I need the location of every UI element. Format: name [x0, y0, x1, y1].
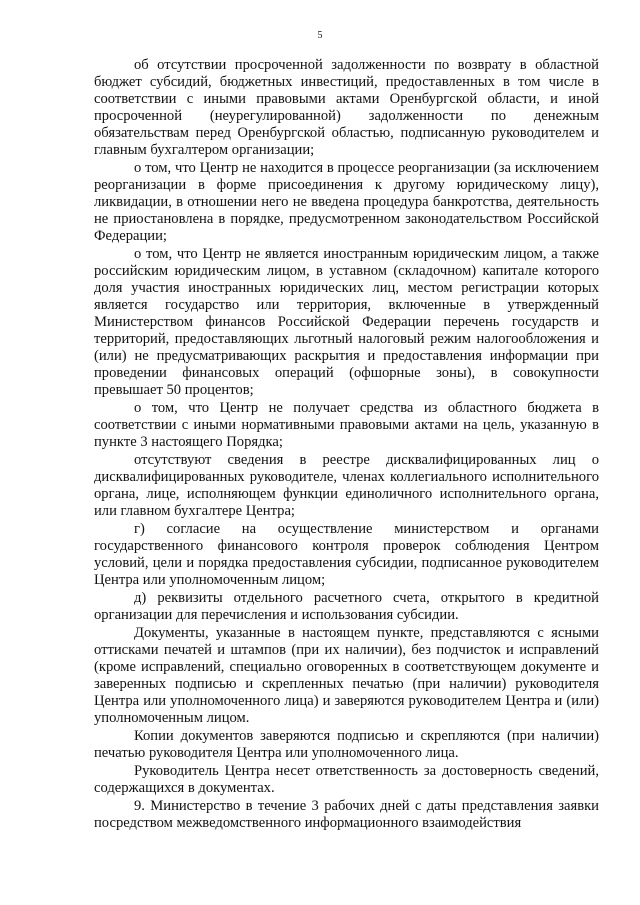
paragraph-not-foreign-entity: о том, что Центр не является иностранным юридическим лицом, а также российским юридическим лицом, в уставном (складочном) капитале которого доля участия иностранных юридических лиц, местом регистрации которых является государство или территория, включенные в утвержденный Министерством финансов Российской Федерации перечень государств и территорий, предоставляющих льготный налоговый режим налогообложения и (или) не предусматривающих раскрытия и предоставления информации при проведении финансовых операций (офшорные зоны), в совокупности превышает 50 процентов;: [94, 246, 599, 398]
paragraph-no-disqualified-persons: отсутствуют сведения в реестре дисквалифицированных лиц о дисквалифицированных руководителе, членах коллегиального исполнительного органа, лице, исполняющем функции единоличного исполнительного органа, или главном бухгалтере Центра;: [94, 452, 599, 519]
page-number: 5: [317, 30, 323, 41]
paragraph-consent-to-inspection: г) согласие на осуществление министерством и органами государственного финансового контроля проверок соблюдения Центром условий, цели и порядка предоставления субсидии, подписанное руководителем Центра или уполномоченным лицом;: [94, 521, 599, 588]
document-body: [94, 57, 599, 832]
paragraph-no-overdue-debt: об отсутствии просроченной задолженности по возврату в областной бюджет субсидий, бюджетных инвестиций, предоставленных в том числе в соответствии с иными правовыми актами Оренбургской области, и иной просроченной (неурегулированной) задолженности по денежным обязательствам перед Оренбургской областью, подписанную руководителем и главным бухгалтером организации;: [94, 57, 599, 158]
paragraph-no-other-funds: о том, что Центр не получает средства из областного бюджета в соответствии с иными нормативными правовыми актами на цель, указанную в пункте 3 настоящего Порядка;: [94, 400, 599, 450]
paragraph-bank-details: д) реквизиты отдельного расчетного счета, открытого в кредитной организации для перечисления и использования субсидии.: [94, 590, 599, 623]
paragraph-copies-certification: Копии документов заверяются подписью и скрепляются (при наличии) печатью руководителя Центра или уполномоченного лица.: [94, 728, 599, 761]
paragraph-responsibility: Руководитель Центра несет ответственность за достоверность сведений, содержащихся в документах.: [94, 763, 599, 796]
paragraph-item-9: 9. Министерство в течение 3 рабочих дней с даты представления заявки посредством межведомственного информационного взаимодействия: [94, 798, 599, 831]
paragraph-document-requirements: Документы, указанные в настоящем пункте, представляются с ясными оттисками печатей и штампов (при их наличии), без подчисток и исправлений (кроме исправлений, специально оговоренных в соответствующем документе и заверенных подписью и скрепленных печатью (при наличии) руководителя Центра или уполномоченного лица) и заверяются руководителем Центра и (или) уполномоченным лицом.: [94, 625, 599, 726]
paragraph-no-reorganization: о том, что Центр не находится в процессе реорганизации (за исключением реорганизации в форме присоединения к другому юридическому лицу), ликвидации, в отношении него не введена процедура банкротства, деятельность не приостановлена в порядке, предусмотренном законодательством Российской Федерации;: [94, 160, 599, 244]
